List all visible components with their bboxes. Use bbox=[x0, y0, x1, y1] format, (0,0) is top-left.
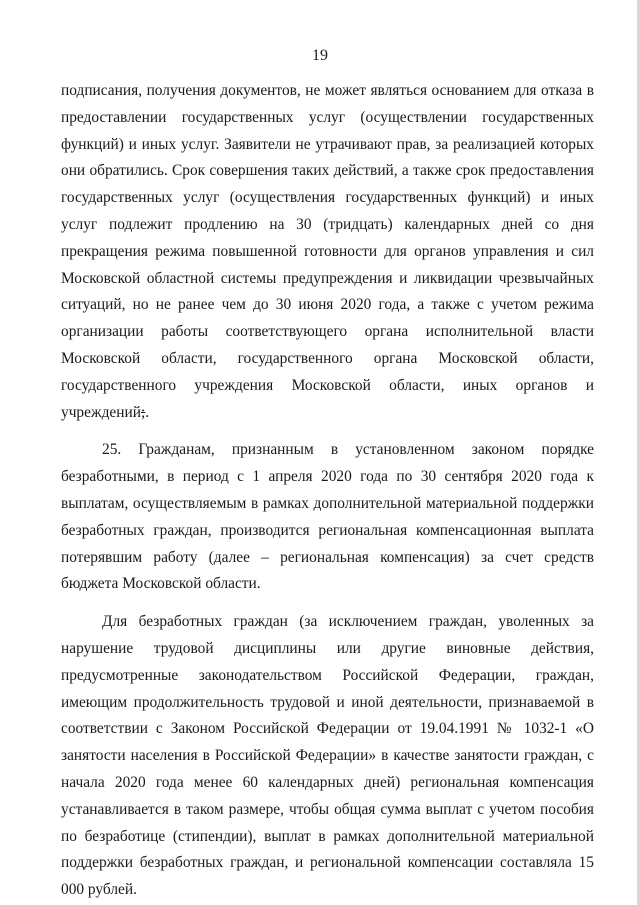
document-body bbox=[61, 78, 594, 904]
page-number: 19 bbox=[312, 47, 328, 64]
struck-punctuation: ; bbox=[140, 403, 146, 421]
final-punctuation: . bbox=[145, 403, 150, 421]
paragraph-text: подписания, получения документов, не может являться основанием для отказа в предоставлении государственных услуг (осуществлении государственных функций) и иных услуг. Заявители не утрачивают прав, за реализацией которых они обратились. Срок совершения таких действий, а также срок предоставления государственных услуг (осуществления государственных функций) и иных услуг подлежит продлению на 30 (тридцать) календарных дней со дня прекращения режима повышенной готовности для органов управления и сил Московской областной системы предупреждения и ликвидации чрезвычайных ситуаций, но не ранее чем до 30 июня 2020 года, а также с учетом режима организации работы соответствующего органа исполнительной власти Московской области, государственного органа Московской области, государственного учреждения Московской области, иных органов и учреждений bbox=[61, 82, 594, 421]
paragraph-item-25: 25. Гражданам, признанным в установленном законом порядке безработными, в период с 1 апреля 2020 года по 30 сентября 2020 года к выплатам, осуществляемым в рамках дополнительной материальной поддержки безработных граждан, производится региональная компенсационная выплата потерявшим работу (далее – региональная компенсация) за счет средств бюджета Московской области. bbox=[61, 441, 594, 593]
paragraph-continuation bbox=[61, 78, 594, 426]
paragraph-unemployed-compensation: Для безработных граждан (за исключением граждан, уволенных за нарушение трудовой дисциплины или другие виновные действия, предусмотренные законодательством Российской Федерации, граждан, имеющим продолжительность трудовой и иной деятельности, признаваемой в соответствии с Законом Российской Федерации от 19.04.1991 № 1032-1 «О занятости населения в Российской Федерации» в качестве занятости граждан, с начала 2020 года менее 60 календарных дней) региональная компенсация устанавливается в таком размере, чтобы общая сумма выплат с учетом пособия по безработице (стипендии), выплат в рамках дополнительной материальной поддержки безработных граждан, и региональной компенсации составляла 15 000 рублей. bbox=[61, 613, 594, 899]
